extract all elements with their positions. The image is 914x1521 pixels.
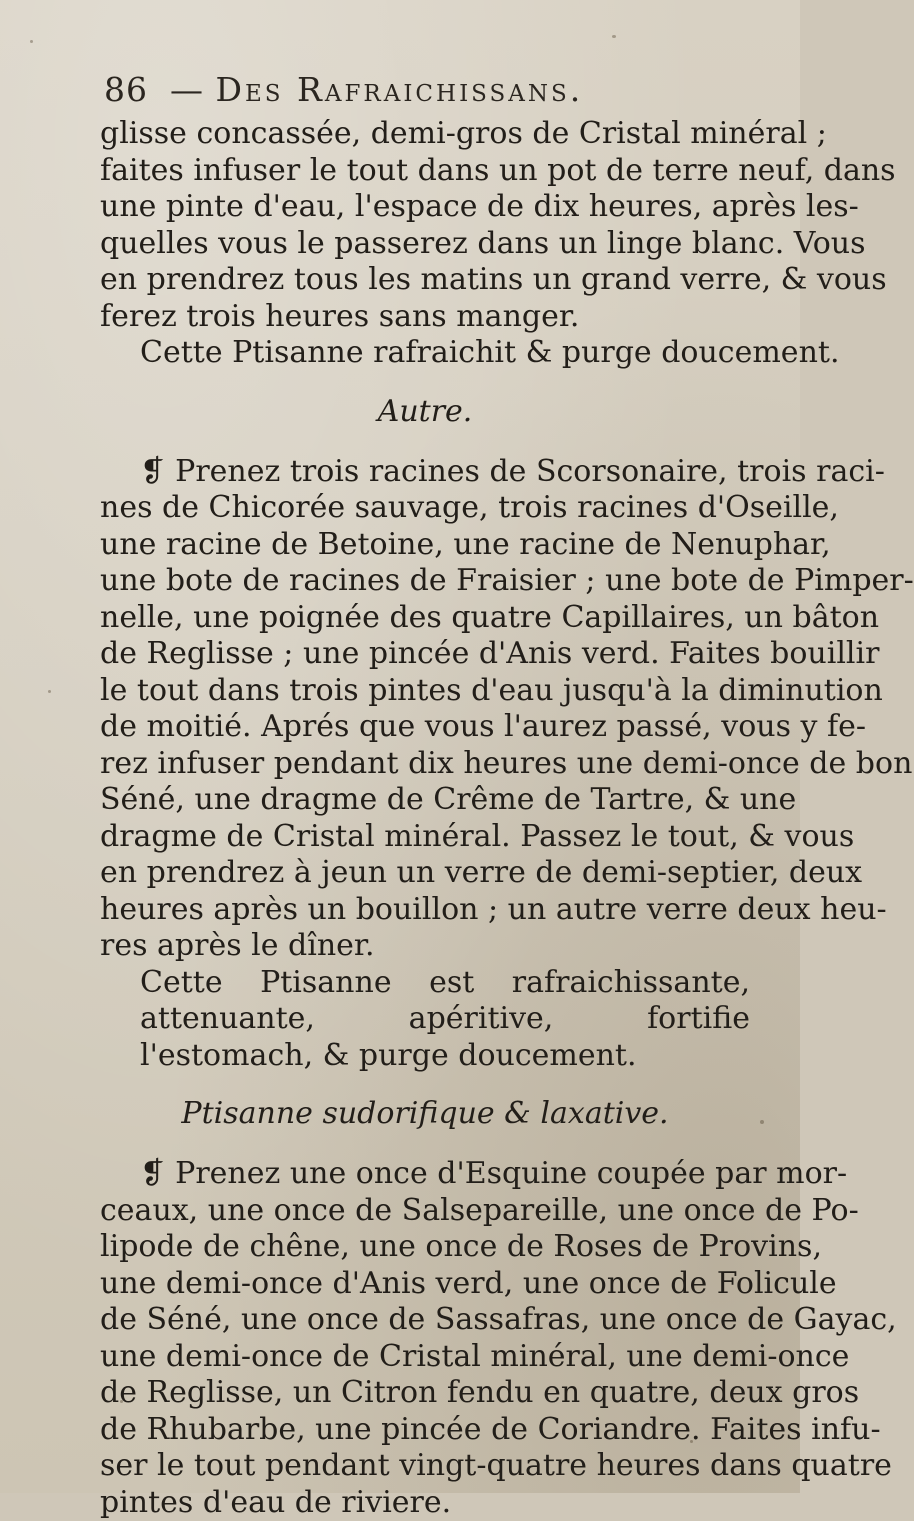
page-body	[100, 116, 750, 1521]
text-line: de moitié. Aprés que vous l'aurez passé, vous y fe-	[100, 709, 750, 746]
paper-speck	[30, 40, 33, 43]
text-line: rez infuser pendant dix heures une demi-once de bon	[100, 746, 750, 783]
text-line: faites infuser le tout dans un pot de terre neuf, dans	[100, 153, 750, 190]
text-line: le tout dans trois pintes d'eau jusqu'à la diminution	[100, 673, 750, 710]
text-line: ferez trois heures sans manger.	[100, 299, 750, 336]
text-line: une demi-once de Cristal minéral, une demi-once	[100, 1339, 750, 1376]
paper-speck	[760, 1120, 764, 1124]
text-line: Séné, une dragme de Crême de Tartre, & une	[100, 782, 750, 819]
running-title: Des Rafraichissans.	[216, 70, 584, 109]
text-line: nes de Chicorée sauvage, trois racines d'Oseille,	[100, 490, 750, 527]
text-line: heures après un bouillon ; un autre verre deux heu-	[100, 892, 750, 929]
paragraph-first-line: ❡ Prenez une once d'Esquine coupée par mor-	[100, 1156, 750, 1193]
text-line: dragme de Cristal minéral. Passez le tout, & vous	[100, 819, 750, 856]
text-line: de Reglisse ; une pincée d'Anis verd. Faites bouillir	[100, 636, 750, 673]
text-line: en prendrez tous les matins un grand verre, & vous	[100, 262, 750, 299]
text-line: ser le tout pendant vingt-quatre heures dans quatre	[100, 1448, 750, 1485]
section-heading-ptisanne: Ptisanne sudorifique & laxative.	[100, 1094, 750, 1134]
pilcrow-icon: ❡	[140, 1156, 165, 1191]
text-line: de Rhubarbe, une pincée de Coriandre. Faites infu-	[100, 1412, 750, 1449]
section-heading-autre: Autre.	[100, 392, 750, 432]
text-line: une demi-once d'Anis verd, une once de Folicule	[100, 1266, 750, 1303]
text-line: en prendrez à jeun un verre de demi-septier, deux	[100, 855, 750, 892]
text-line: ceaux, une once de Salsepareille, une once de Po-	[100, 1193, 750, 1230]
text-line: une racine de Betoine, une racine de Nenuphar,	[100, 527, 750, 564]
closing-sentence: Cette Ptisanne est rafraichissante, attenuante, apéritive, fortifie l'estomach, & purge doucement.	[100, 965, 750, 1075]
paper-speck	[612, 35, 616, 38]
text-line: quelles vous le passerez dans un linge blanc. Vous	[100, 226, 750, 263]
pilcrow-icon: ❡	[140, 454, 165, 489]
text-line: une bote de racines de Fraisier ; une bote de Pimper-	[100, 563, 750, 600]
closing-sentence: Cette Ptisanne rafraichit & purge doucement.	[100, 335, 750, 372]
text-line: une pinte d'eau, l'espace de dix heures, après les-	[100, 189, 750, 226]
page-number: 86	[104, 70, 148, 109]
running-head: 86 — Des Rafraichissans.	[104, 70, 724, 109]
paper-speck	[48, 690, 51, 693]
text-line: nelle, une poignée des quatre Capillaires, un bâton	[100, 600, 750, 637]
text-line: de Reglisse, un Citron fendu en quatre, deux gros	[100, 1375, 750, 1412]
text-line: de Séné, une once de Sassafras, une once de Gayac,	[100, 1302, 750, 1339]
text-line: glisse concassée, demi-gros de Cristal minéral ;	[100, 116, 750, 153]
text-line: res après le dîner.	[100, 928, 750, 965]
text-line: lipode de chêne, une once de Roses de Provins,	[100, 1229, 750, 1266]
text-line: pintes d'eau de riviere.	[100, 1485, 750, 1521]
paragraph-first-line: ❡ Prenez trois racines de Scorsonaire, trois raci-	[100, 454, 750, 491]
